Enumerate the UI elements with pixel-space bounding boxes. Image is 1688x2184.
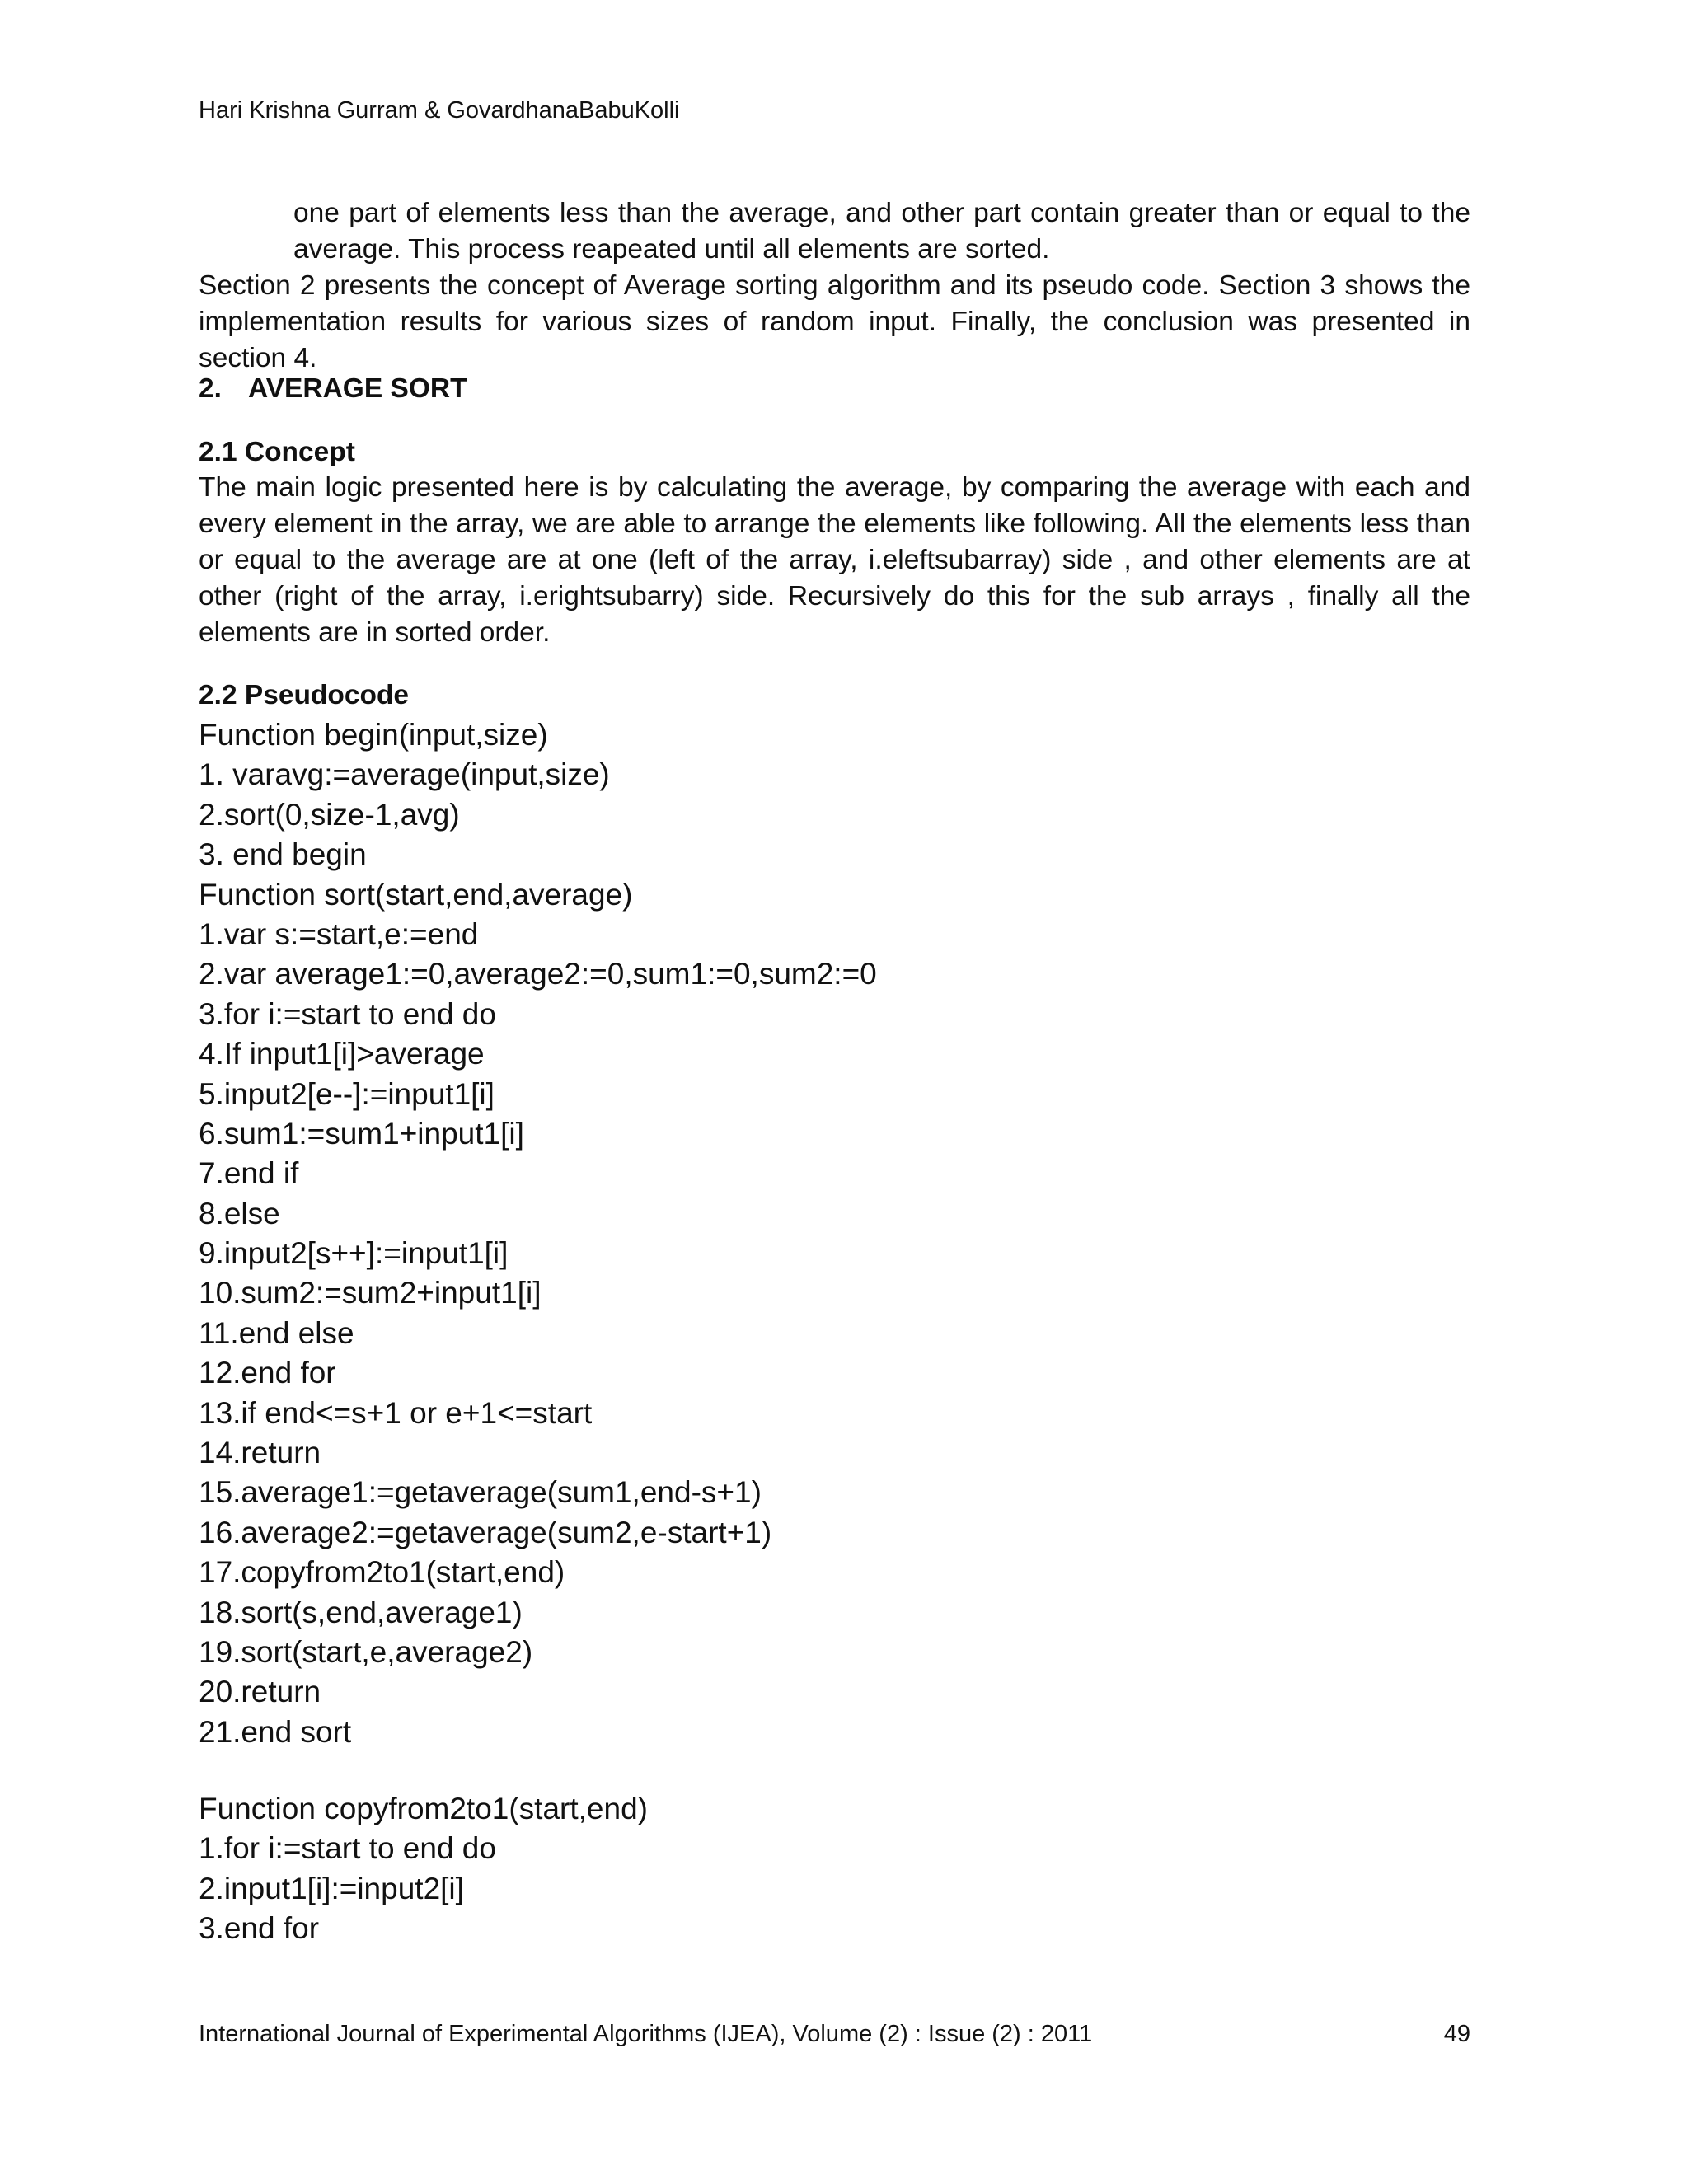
concept-paragraph: The main logic presented here is by calculating the average, by comparing the average with each and every element in the array, we are able to arrange the elements like following. All the elements less than or equal to the average are at one (left of the array, i.eleftsubarray) side , and other elements are at other (right of the array, i.erightsubarry) side. Recursively do this for the sub arrays , finally all the elements are in sorted order.	[199, 472, 1470, 648]
pseudocode-line: 3. end begin	[199, 837, 367, 872]
pseudocode-line: 21.end sort	[199, 1714, 352, 1749]
pseudocode-line: 11.end else	[199, 1315, 354, 1350]
section-2-heading	[199, 373, 467, 405]
pseudocode-line: 2.var average1:=0,average2:=0,sum1:=0,sum2:=0	[199, 957, 877, 991]
pseudocode-line: 16.average2:=getaverage(sum2,e-start+1)	[199, 1515, 772, 1549]
pseudocode-line: 19.sort(start,e,average2)	[199, 1634, 533, 1669]
pseudocode-line: 13.if end<=s+1 or e+1<=start	[199, 1395, 593, 1430]
section-2-title: AVERAGE SORT	[248, 373, 467, 404]
pseudocode-line: 15.average1:=getaverage(sum1,end-s+1)	[199, 1475, 762, 1510]
pseudocode-line: 12.end for	[199, 1356, 336, 1390]
section-2-number: 2.	[199, 373, 222, 404]
pseudocode-line: Function copyfrom2to1(start,end)	[199, 1792, 648, 1825]
pseudocode-block-copy	[199, 1789, 648, 1949]
pseudocode-line: 9.input2[s++]:=input1[i]	[199, 1236, 509, 1271]
pseudocode-line: Function sort(start,end,average)	[199, 877, 633, 912]
pseudocode-line: 4.If input1[i]>average	[199, 1037, 485, 1071]
pseudocode-heading: 2.2 Pseudocode	[199, 680, 410, 710]
pseudocode-line: Function begin(input,size)	[199, 718, 548, 752]
pseudocode-line: 20.return	[199, 1675, 321, 1709]
pseudocode-line: 17.copyfrom2to1(start,end)	[199, 1555, 565, 1590]
running-header: Hari Krishna Gurram & GovardhanaBabuKolli	[199, 97, 680, 124]
concept-heading: 2.1 Concept	[199, 437, 355, 467]
page-number: 49	[1443, 2021, 1470, 2047]
intro-paragraph: Section 2 presents the concept of Average sorting algorithm and its pseudo code. Section 3 shows the implementation results for various sizes of random input. Finally, the conclusion was presented in section 4.	[199, 270, 1470, 373]
pseudocode-line: 6.sum1:=sum1+input1[i]	[199, 1116, 524, 1151]
journal-footer: International Journal of Experimental Algorithms (IJEA), Volume (2) : Issue (2) : 2011	[199, 2021, 1093, 2047]
pseudocode-line: 1.var s:=start,e:=end	[199, 916, 479, 951]
pseudocode-line: 10.sum2:=sum2+input1[i]	[199, 1276, 542, 1310]
pseudocode-line: 3.for i:=start to end do	[199, 996, 496, 1031]
pseudocode-line: 2.sort(0,size-1,avg)	[199, 797, 460, 832]
pseudocode-line: 8.else	[199, 1196, 280, 1230]
pseudocode-line: 14.return	[199, 1436, 321, 1470]
pseudocode-line: 18.sort(s,end,average1)	[199, 1595, 523, 1629]
pseudocode-block-main	[199, 715, 877, 1752]
indented-continuation-paragraph: one part of elements less than the average, and other part contain greater than or equal to the average. This process reapeated until all elements are sorted.	[293, 198, 1470, 265]
pseudocode-line: 1. varavg:=average(input,size)	[199, 757, 610, 792]
pseudocode-line: 5.input2[e--]:=input1[i]	[199, 1076, 495, 1111]
pseudocode-line: 3.end for	[199, 1911, 320, 1946]
pseudocode-line: 7.end if	[199, 1156, 299, 1191]
pseudocode-line: 2.input1[i]:=input2[i]	[199, 1871, 464, 1905]
pseudocode-line: 1.for i:=start to end do	[199, 1831, 496, 1866]
